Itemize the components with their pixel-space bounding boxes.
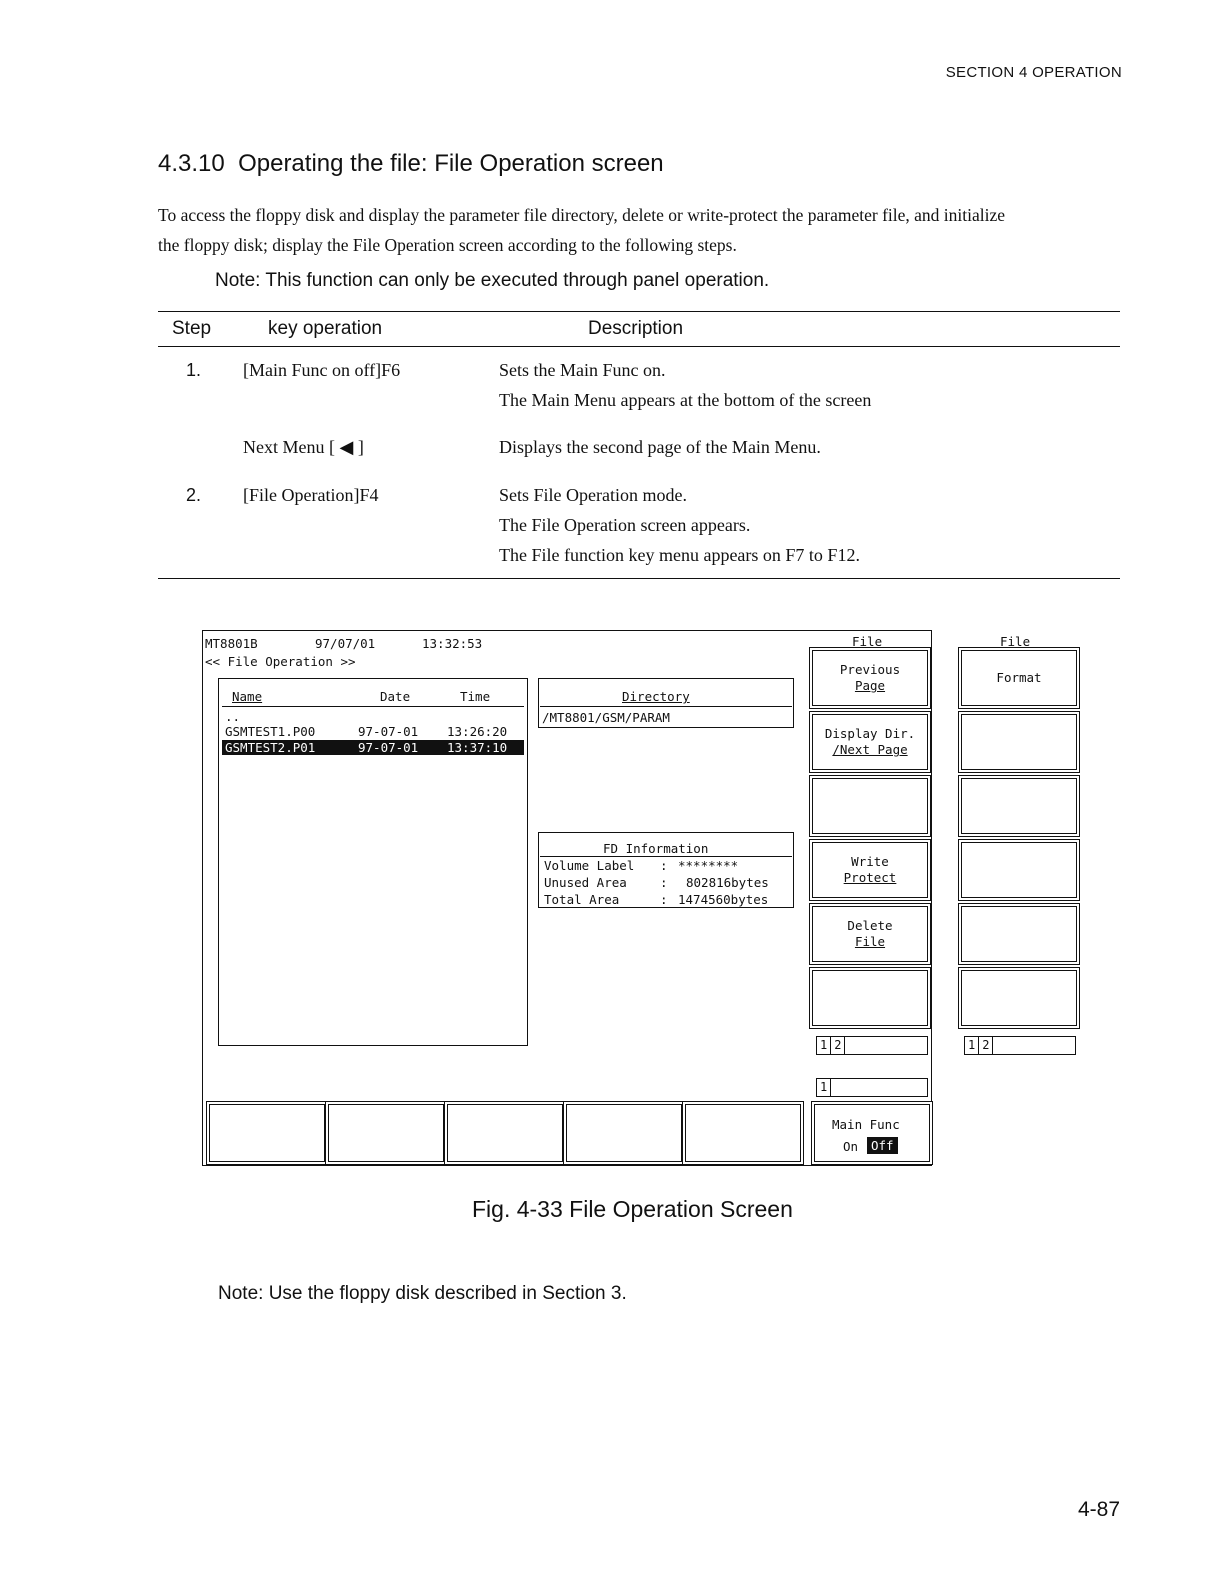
format-button[interactable] (961, 650, 1077, 706)
volume-label-key: Volume Label (544, 858, 635, 873)
file-date: 97-07-01 (358, 740, 419, 755)
directory-path: /MT8801/GSM/PARAM (542, 710, 670, 725)
file-time: 13:37:10 (447, 740, 508, 755)
key-label: Write (851, 854, 889, 869)
empty-key-button[interactable] (961, 842, 1077, 898)
total-area-key: Total Area (544, 892, 620, 907)
key-label: Protect (843, 870, 897, 885)
row-desc-line: The File function key menu appears on F7 to F12. (499, 545, 860, 565)
file-row-selected[interactable] (222, 740, 524, 755)
pager-page[interactable]: 2 (979, 1037, 993, 1054)
key-label: File (854, 934, 886, 949)
file-menu-2-keys (961, 650, 1079, 1030)
intro-line-2: the floppy disk; display the File Operation screen according to the following steps. (158, 235, 737, 255)
empty-key-button[interactable] (961, 970, 1077, 1026)
running-header: SECTION 4 OPERATION (945, 64, 1122, 81)
empty-key-button[interactable] (961, 714, 1077, 770)
intro-line-1: To access the floppy disk and display the parameter file directory, delete or write-protect the parameter file, and initialize (158, 205, 1006, 225)
empty-key-button[interactable] (961, 778, 1077, 834)
main-func-on: On (843, 1139, 859, 1154)
empty-key-button[interactable] (812, 778, 928, 834)
file-date: 97-07-01 (358, 724, 419, 739)
key-label: Format (996, 670, 1042, 685)
display-dir-next-page-button[interactable] (812, 714, 928, 770)
pager-page[interactable]: 1 (817, 1037, 831, 1054)
page-number: 4-87 (1077, 1498, 1120, 1521)
directory-rule (540, 706, 792, 707)
section-title (158, 150, 664, 178)
file-col-time: Time (460, 689, 491, 704)
total-area-value: 1474560bytes (678, 892, 769, 907)
main-menu-key-4[interactable] (566, 1104, 682, 1162)
col-header-step: Step (172, 318, 212, 339)
file-menu-pager[interactable] (816, 1036, 928, 1055)
main-menu-key-1[interactable] (209, 1104, 325, 1162)
row-desc-line: The Main Menu appears at the bottom of the screen (499, 390, 872, 410)
main-menu-key-2[interactable] (328, 1104, 444, 1162)
key-label: Display Dir. (824, 726, 916, 741)
main-menu-pager[interactable] (816, 1078, 928, 1097)
model-name: MT8801B (205, 636, 258, 651)
row-step: 2. (186, 485, 202, 505)
unused-area-value: 802816bytes (686, 875, 769, 890)
file-name: GSMTEST1.P00 (225, 724, 316, 739)
file-name: GSMTEST2.P01 (225, 740, 316, 755)
file-row[interactable] (222, 724, 524, 739)
row-desc-line: Displays the second page of the Main Menu. (499, 437, 821, 457)
col-header-key: key operation (268, 318, 383, 339)
pager-page[interactable]: 1 (817, 1079, 831, 1096)
main-func-off-selected: Off (867, 1137, 898, 1154)
empty-key-button[interactable] (812, 970, 928, 1026)
main-menu-key-3[interactable] (447, 1104, 563, 1162)
col-header-description: Description (588, 318, 684, 339)
main-func-button[interactable] (814, 1104, 930, 1162)
empty-key-button[interactable] (961, 906, 1077, 962)
screen-time: 13:32:53 (422, 636, 483, 651)
figure-caption: Fig. 4-33 File Operation Screen (472, 1196, 793, 1222)
previous-page-button[interactable] (812, 650, 928, 706)
intro-paragraph (158, 200, 1133, 260)
key-label: Previous (839, 662, 901, 677)
table-rule-bottom (158, 578, 1120, 579)
pager-page[interactable]: 2 (831, 1037, 845, 1054)
file-row-parent[interactable]: .. (225, 709, 241, 724)
row-step: 1. (186, 360, 202, 380)
file-menu-keys (812, 650, 930, 1030)
row-desc-line: Sets File Operation mode. (499, 485, 687, 505)
file-col-name: Name (232, 689, 263, 704)
fd-info-rule (540, 856, 792, 857)
file-menu-title: File (852, 634, 883, 649)
main-menu-key-5[interactable] (685, 1104, 801, 1162)
row-desc-line: The File Operation screen appears. (499, 515, 751, 535)
file-time: 13:26:20 (447, 724, 508, 739)
directory-label: Directory (622, 689, 690, 704)
fd-info-label: FD Information (603, 841, 709, 856)
key-label: Page (854, 678, 886, 693)
write-protect-button[interactable] (812, 842, 928, 898)
screen-mode-title: << File Operation >> (205, 654, 356, 669)
unused-area-key: Unused Area (544, 875, 627, 890)
panel-note: Note: This function can only be executed through panel operation. (215, 270, 770, 291)
file-col-date: Date (380, 689, 411, 704)
file-menu-2-pager[interactable] (964, 1036, 1076, 1055)
key-label: /Next Page (832, 742, 908, 757)
table-rule-top (158, 311, 1120, 312)
key-label: Delete (847, 918, 893, 933)
volume-label-value: ******** (678, 858, 739, 873)
floppy-note: Note: Use the floppy disk described in Section 3. (218, 1283, 627, 1304)
table-rule-mid (158, 346, 1120, 347)
section-heading: Operating the file: File Operation screen (238, 150, 664, 177)
row-key: [Main Func on off]F6 (243, 360, 401, 380)
section-number: 4.3.10 (158, 150, 225, 177)
file-list-header-rule (222, 706, 524, 707)
delete-file-button[interactable] (812, 906, 928, 962)
main-func-label: Main Func (832, 1117, 900, 1132)
pager-page[interactable]: 1 (965, 1037, 979, 1054)
row-desc-line: Sets the Main Func on. (499, 360, 666, 380)
screen-date: 97/07/01 (315, 636, 376, 651)
file-menu-2-title: File (1000, 634, 1031, 649)
row-key: Next Menu [ ◀ ] (243, 437, 364, 457)
row-key: [File Operation]F4 (243, 485, 379, 505)
